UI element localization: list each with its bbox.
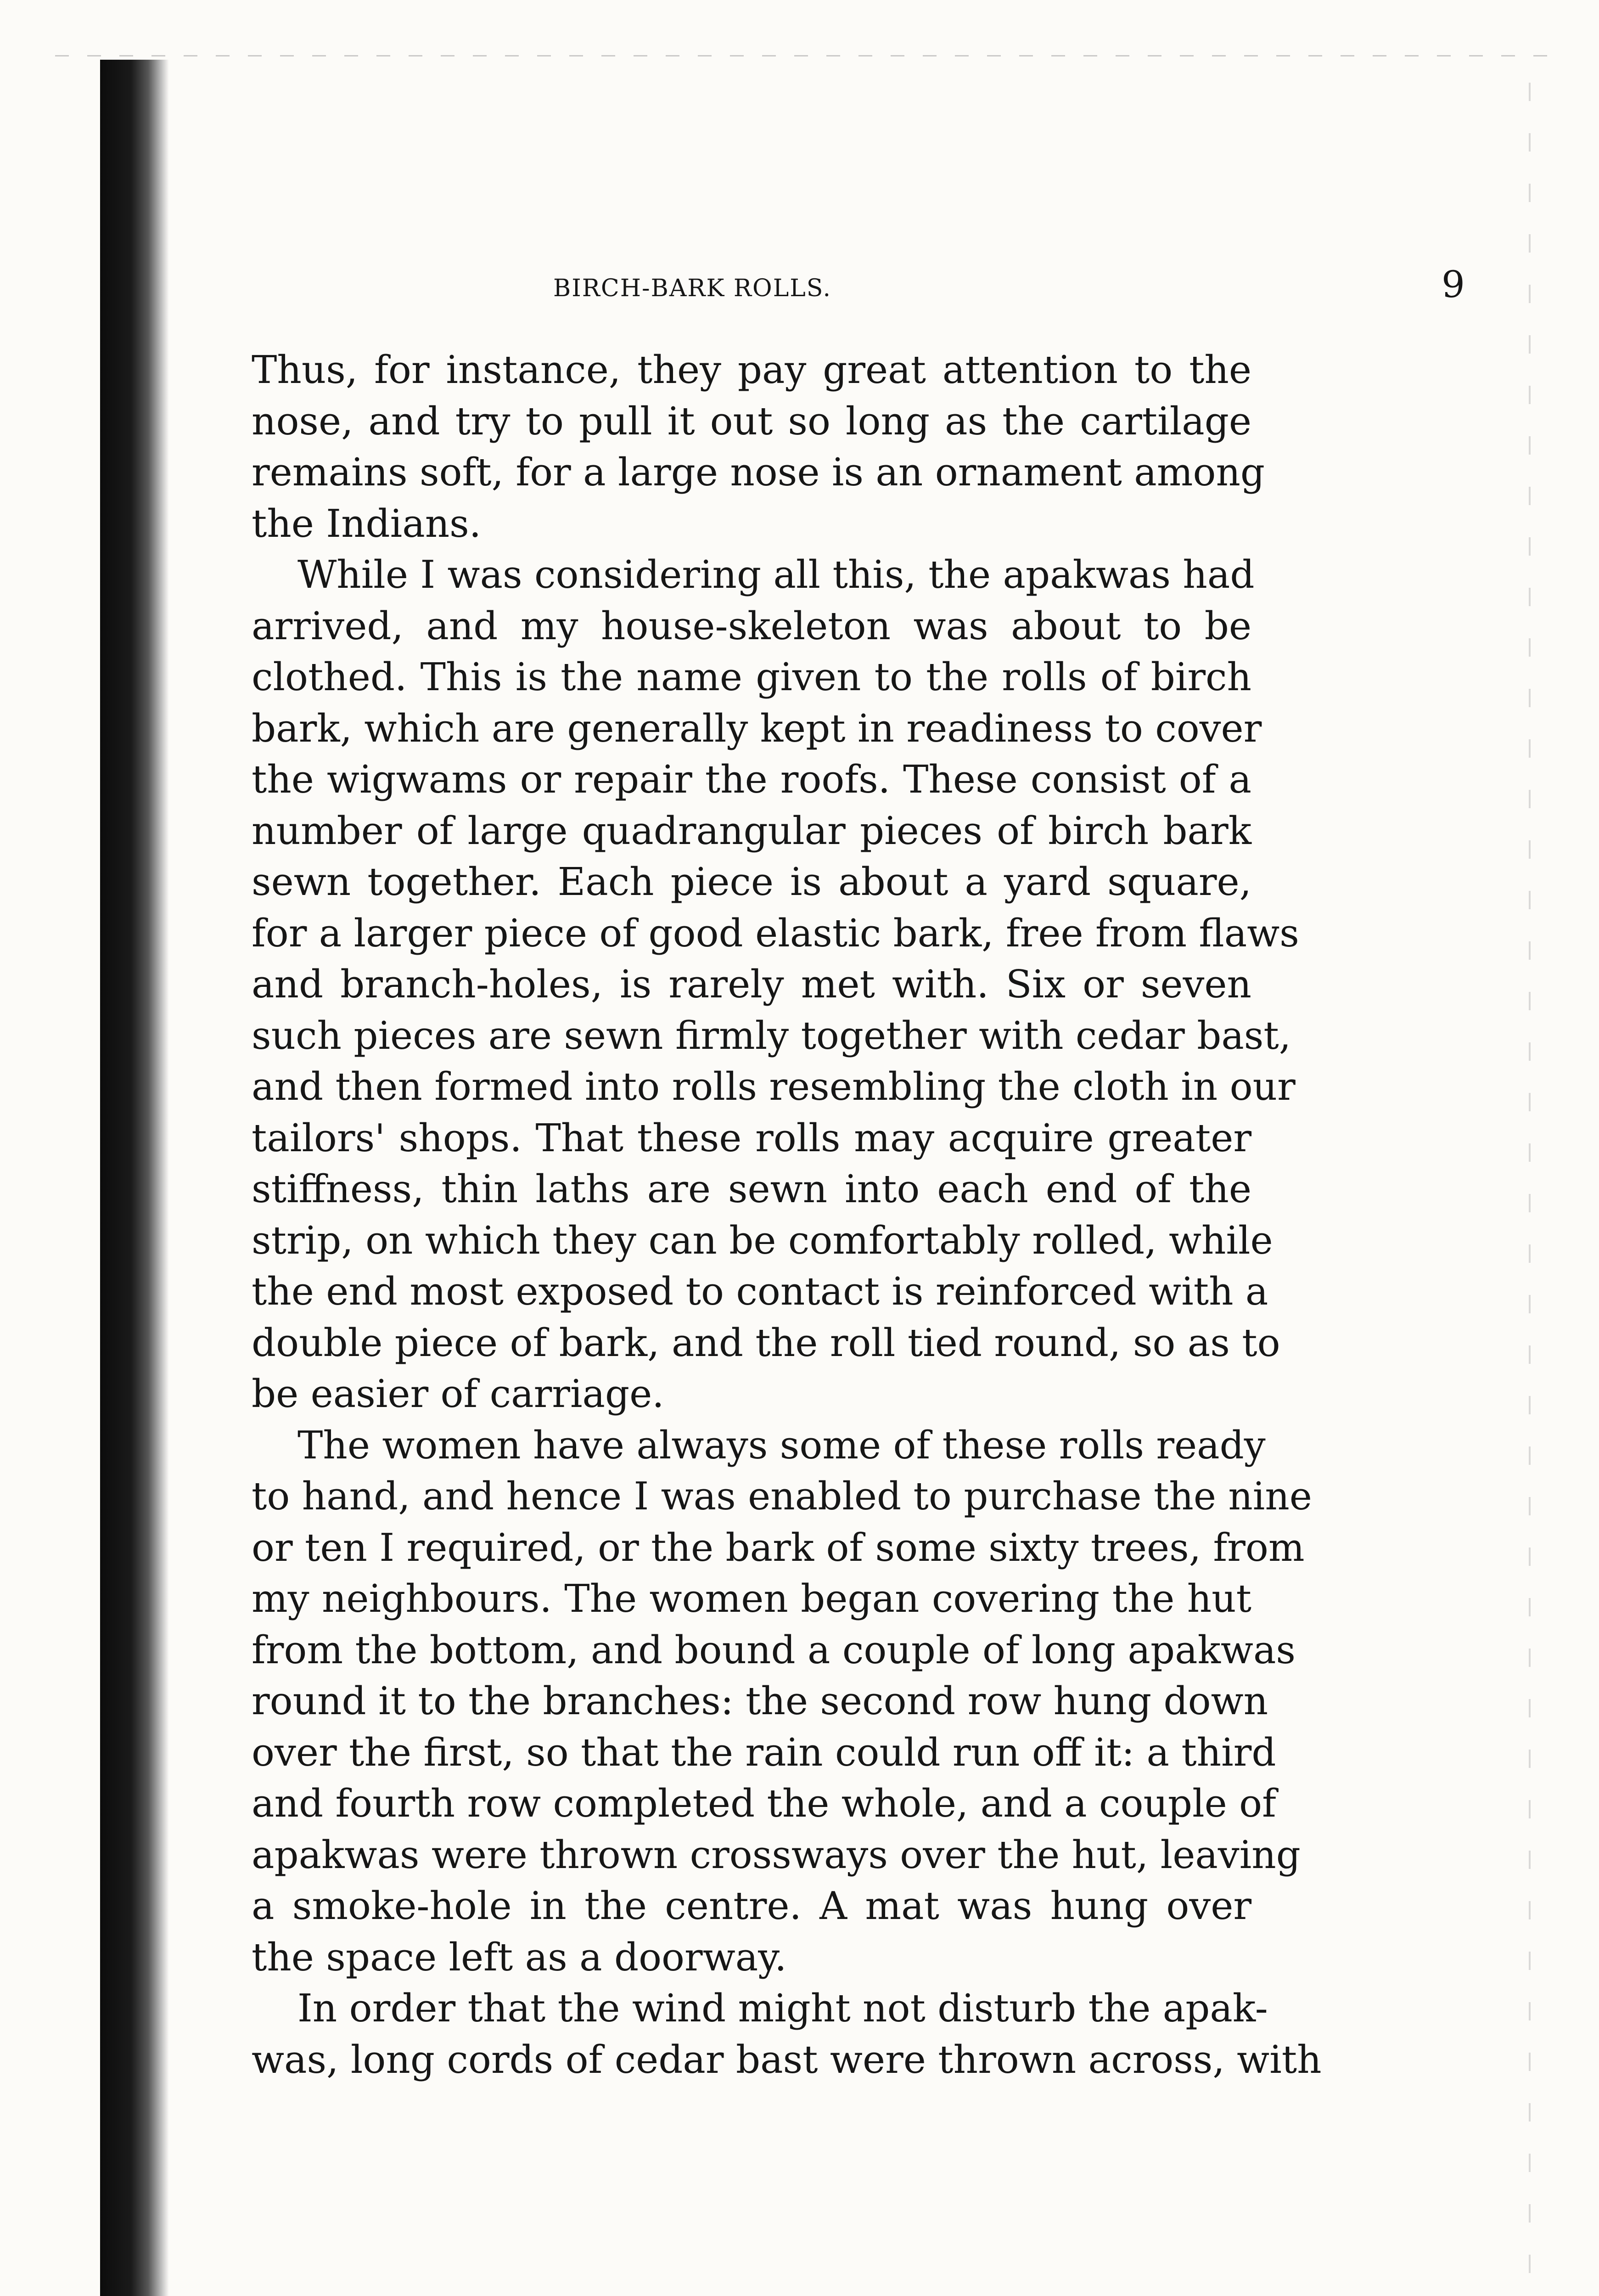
- page-number: 9: [1442, 263, 1465, 306]
- page-right-edge: [1529, 83, 1531, 2296]
- text-line: the end most exposed to contact is reinforced with a: [252, 1269, 1268, 1314]
- body-text: [252, 344, 1322, 2085]
- paragraph-2: [252, 549, 1299, 1420]
- binding-shadow: [100, 60, 169, 2296]
- text-line: Thus, for instance, they pay great attention to the: [252, 348, 1251, 392]
- paragraph-1: [252, 344, 1265, 549]
- text-line: my neighbours. The women began covering the hut: [252, 1576, 1251, 1621]
- text-line: and branch-holes, is rarely met with. Six or seven: [252, 962, 1251, 1007]
- text-line: such pieces are sewn firmly together with cedar bast,: [252, 1013, 1291, 1058]
- running-head: BIRCH-BARK ROLLS.: [553, 275, 832, 302]
- text-line: double piece of bark, and the roll tied round, so as to: [252, 1320, 1280, 1365]
- text-line: The women have always some of these rolls ready: [297, 1423, 1266, 1468]
- text-line: stiffness, thin laths are sewn into each end of the: [252, 1167, 1251, 1211]
- text-line: tailors' shops. That these rolls may acquire greater: [252, 1115, 1251, 1160]
- text-line: clothed. This is the name given to the rolls of birch: [252, 655, 1251, 699]
- text-line: and then formed into rolls resembling the cloth in our: [252, 1064, 1296, 1109]
- text-line: over the first, so that the rain could run off it: a third: [252, 1730, 1276, 1775]
- text-line: was, long cords of cedar bast were thrown across, with: [252, 2037, 1322, 2082]
- text-line: While I was considering all this, the apakwas had: [297, 552, 1255, 597]
- text-line: number of large quadrangular pieces of birch bark: [252, 808, 1251, 853]
- text-line: be easier of carriage.: [252, 1372, 664, 1416]
- text-line: the space left as a doorway.: [252, 1935, 787, 1980]
- text-line: apakwas were thrown crossways over the hut, leaving: [252, 1832, 1301, 1877]
- text-line: and fourth row completed the whole, and a couple of: [252, 1781, 1276, 1826]
- text-line: from the bottom, and bound a couple of long apakwas: [252, 1627, 1296, 1672]
- text-line: a smoke-hole in the centre. A mat was hung over: [252, 1884, 1251, 1928]
- text-line: strip, on which they can be comfortably rolled, while: [252, 1218, 1273, 1263]
- paragraph-3: [252, 1420, 1312, 1983]
- text-line: round it to the branches: the second row hung down: [252, 1679, 1268, 1723]
- text-line: remains soft, for a large nose is an ornament among: [252, 450, 1265, 495]
- text-line: the Indians.: [252, 501, 482, 546]
- page-top-edge: [55, 55, 1547, 56]
- text-line: nose, and try to pull it out so long as the cartilage: [252, 399, 1251, 444]
- text-line: arrived, and my house-skeleton was about to be: [252, 603, 1251, 648]
- text-line: to hand, and hence I was enabled to purchase the nine: [252, 1474, 1312, 1519]
- paragraph-4: [252, 1983, 1322, 2085]
- text-line: In order that the wind might not disturb the apak-: [297, 1986, 1268, 2031]
- text-line: or ten I required, or the bark of some sixty trees, from: [252, 1525, 1305, 1570]
- text-line: the wigwams or repair the roofs. These consist of a: [252, 757, 1251, 802]
- text-line: sewn together. Each piece is about a yard square,: [252, 860, 1251, 904]
- text-line: for a larger piece of good elastic bark, free from flaws: [252, 911, 1299, 956]
- text-line: bark, which are generally kept in readiness to cover: [252, 706, 1262, 751]
